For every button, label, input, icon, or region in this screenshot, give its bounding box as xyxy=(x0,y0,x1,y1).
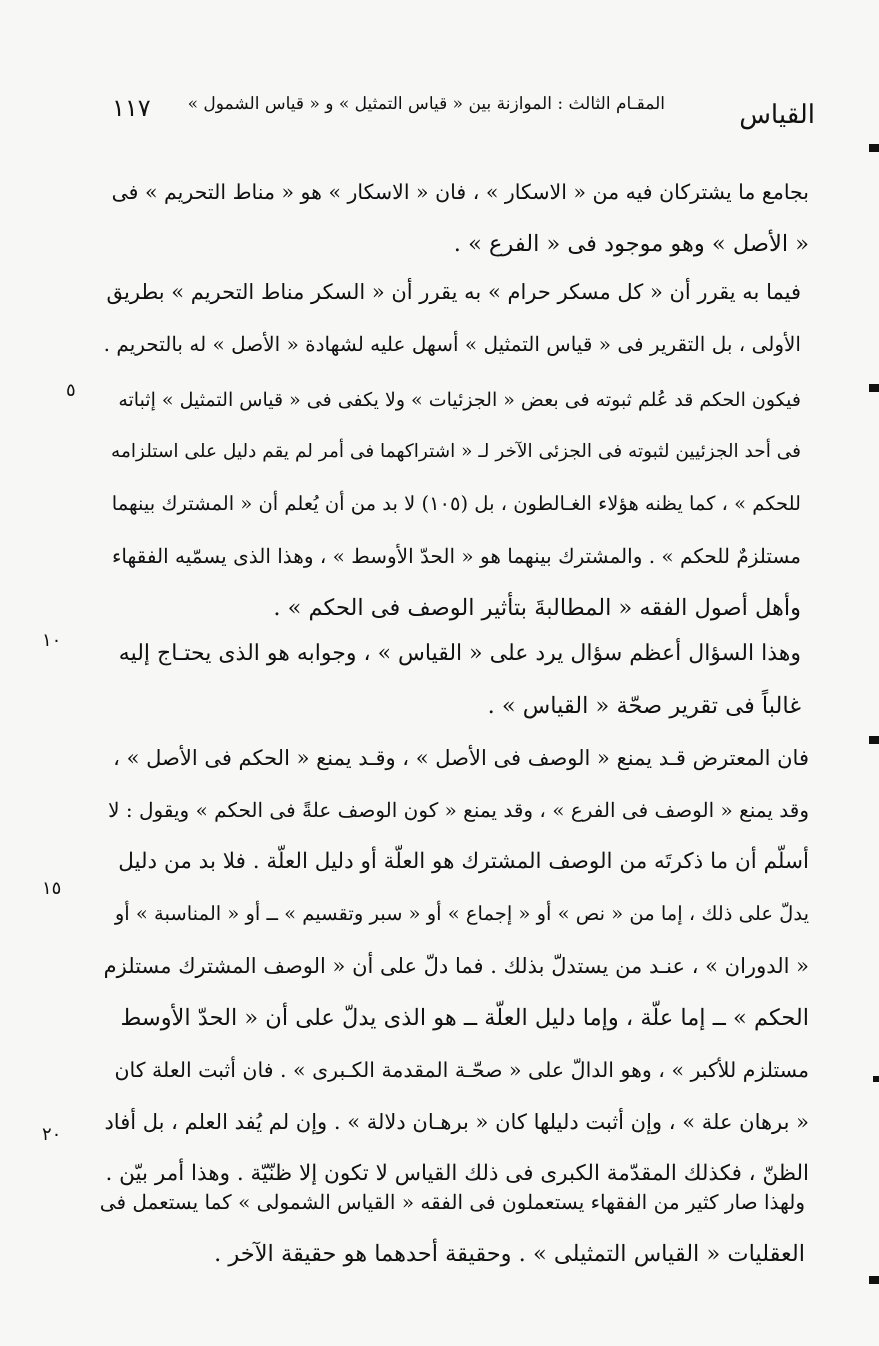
text-line: وأهل أصول الفقه « المطالبةَ بتأثير الوصف فى الحكم » . xyxy=(273,595,801,621)
text-line: الحكم » ــ إما علّة ، وإما دليل العلّة ــ هو الذى يدلّ على أن « الحدّ الأوسط xyxy=(120,1005,809,1031)
text-line: فان المعترض قـد يمنع « الوصف فى الأصل » ، وقـد يمنع « الحكم فى الأصل » ، xyxy=(113,746,809,770)
paragraph xyxy=(104,266,801,370)
text-line: وهذا السؤال أعظم سؤال يرد على « القياس » ، وجوابه هو الذى يحتـاج إليه xyxy=(118,641,801,666)
text-line: العقليات « القياس التمثيلى » . وحقيقة أحدهما هو حقيقة الآخر . xyxy=(214,1241,805,1267)
section-title: المقـام الثالث : الموازنة بين « قياس التمثيل » و « قياس الشمول » xyxy=(187,94,665,114)
text-line: الظنّ ، فكذلك المقدّمة الكبرى فى ذلك القياس لا تكون إلا ظنّيّة . وهذا أمر بيّن . xyxy=(105,1161,809,1186)
page-header xyxy=(112,94,815,134)
paragraph xyxy=(104,732,809,1200)
scan-mark xyxy=(869,144,879,152)
paragraph xyxy=(104,374,801,634)
text-line: مستلزم للأكبر » ، وهو الدالّ على « صحّـة المقدمة الكـبرى » . فان أثبت العلة كان xyxy=(114,1058,809,1082)
scan-mark xyxy=(873,1076,879,1082)
scan-mark xyxy=(869,384,879,392)
paragraph xyxy=(100,1176,805,1280)
text-line: للحكم » ، كما يظنه هؤلاء الغـالطون ، بل (١٠٥) لا بد من أن يُعلم أن « المشترك بينهما xyxy=(111,492,801,515)
paragraph xyxy=(104,628,801,732)
text-line: أسلّم أن ما ذكرتَه من الوصف المشترك هو العلّة أو دليل العلّة . فلا بد من دليل xyxy=(118,849,809,874)
line-number: ٢٠ xyxy=(42,1124,62,1145)
text-line: وقد يمنع « الوصف فى الفرع » ، وقد يمنع « كون الوصف علةً فى الحكم » ويقول : لا xyxy=(108,798,809,822)
text-line: يدلّ على ذلك ، إما من « نص » أو « إجماع » أو « سبر وتقسيم » ــ أو « المناسبة » أو xyxy=(114,902,809,925)
page-number: ١١٧ xyxy=(112,94,151,122)
text-line: بجامع ما يشتركان فيه من « الاسكار » ، فان « الاسكار » هو « مناط التحريم » فى xyxy=(111,180,809,204)
line-number: ٥ xyxy=(66,380,76,401)
text-line: فيكون الحكم قد عُلم ثبوته فى بعض « الجزئيات » ولا يكفى فى « قياس التمثيل » إثباته xyxy=(118,389,801,411)
text-line: ولهذا صار كثير من الفقهاء يستعملون فى الفقه « القياس الشمولى » كما يستعمل فى xyxy=(100,1190,805,1214)
scan-mark xyxy=(869,736,879,744)
text-line: فيما به يقرر أن « كل مسكر حرام » به يقرر أن « السكر مناط التحريم » بطريق xyxy=(106,280,801,304)
text-line: « الأصل » وهو موجود فى « الفرع » . xyxy=(453,231,809,257)
text-line: مستلزمٌ للحكم » . والمشترك بينهما هو « الحدّ الأوسط » ، وهذا الذى يسمّيه الفقهاء xyxy=(112,544,801,568)
scan-mark xyxy=(869,1276,879,1284)
text-line: « الدوران » ، عنـد من يستدلّ بذلك . فما دلّ على أن « الوصف المشترك مستلزم xyxy=(104,954,809,978)
paragraph xyxy=(104,166,809,270)
text-line: فى أحد الجزئيين لثبوته فى الجزئى الآخر لـ « اشتراكهما فى أمر لم يقم دليل على استلزامه xyxy=(111,441,801,462)
text-line: الأولى ، بل التقرير فى « قياس التمثيل » أسهل عليه لشهادة « الأصل » له بالتحريم . xyxy=(104,332,801,356)
text-line: « برهان علة » ، وإن أثبت دليلها كان « برهـان دلالة » . وإن لم يُفد العلم ، بل أفاد xyxy=(104,1110,809,1134)
line-number: ١٠ xyxy=(42,630,62,651)
text-line: غالباً فى تقرير صحّة « القياس » . xyxy=(487,693,801,719)
line-number: ١٥ xyxy=(42,878,62,899)
running-title: القياس xyxy=(739,100,815,130)
